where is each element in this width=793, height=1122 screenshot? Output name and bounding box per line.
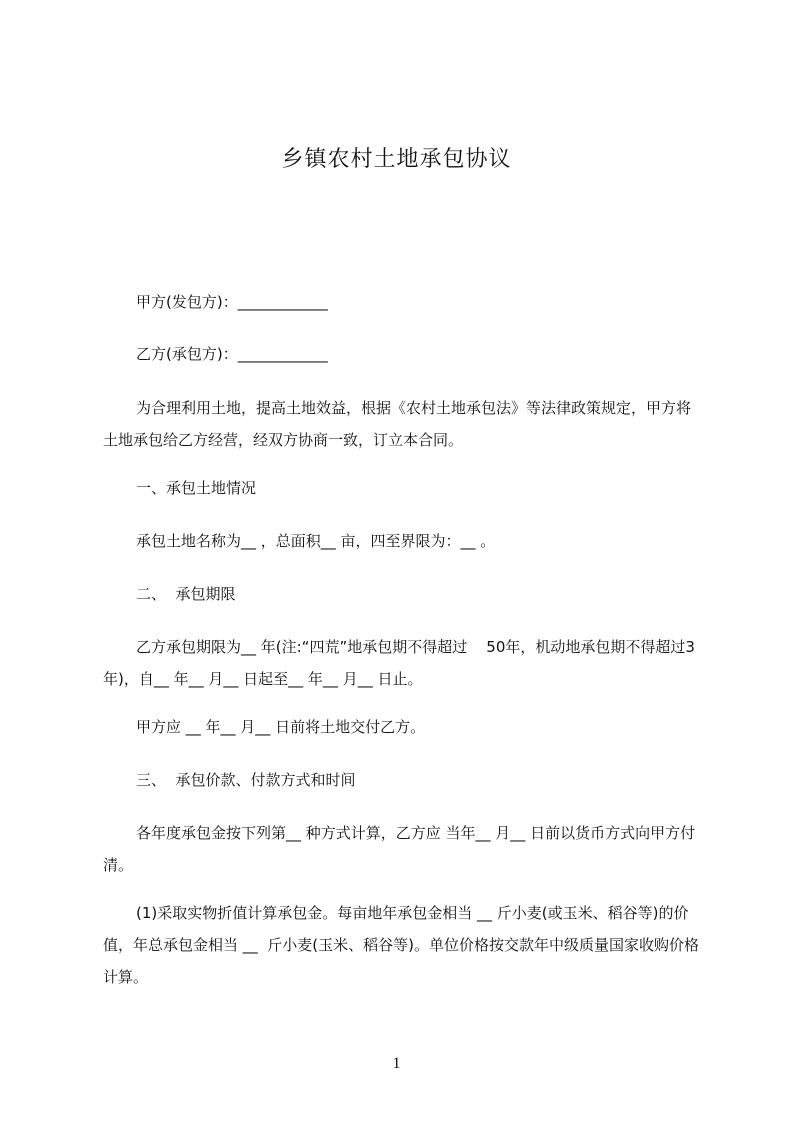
section3-text-payment: 各年度承包金按下列第__ 种方式计算，乙方应 当年__ 月__ 日前以货币方式向甲方付清。 [103, 824, 696, 874]
section2-heading: 二、 承包期限 [136, 585, 236, 603]
section1-heading: 一、承包土地情况 [136, 479, 257, 497]
page-number: 1 [392, 1055, 401, 1072]
section2-text-term: 乙方承包期限为__ 年(注:“四荒”地承包期不得超过 50年，机动地承包期不得超过3年)，自__ 年__ 月__ 日起至__ 年__ 月__ 日止。 [103, 638, 695, 688]
document-title: 乡镇农村土地承包协议 [281, 147, 512, 172]
section2-text-delivery: 甲方应 __ 年__ 月__ 日前将土地交付乙方。 [136, 718, 426, 736]
section3-text-method1: (1)采取实物折值计算承包金。每亩地年承包金相当 __ 斤小麦(或玉米、稻谷等)的价值，年总承包金相当 __ 斤小麦(玉米、稻谷等)。单位价格按交款年中级质量国家收购价格计算。 [103, 904, 700, 986]
section1-text: 承包土地名称为__ ，总面积__ 亩，四至界限为：__ 。 [136, 532, 496, 550]
intro-paragraph: 为合理利用土地，提高土地效益，根据《农村土地承包法》等法律政策规定，甲方将土地承包给乙方经营，经双方协商一致，订立本合同。 [103, 399, 692, 449]
party-b-line: 乙方(承包方)：____________ [136, 345, 328, 363]
party-a-line: 甲方(发包方)：____________ [136, 293, 328, 311]
section3-heading: 三、 承包价款、付款方式和时间 [136, 771, 356, 789]
